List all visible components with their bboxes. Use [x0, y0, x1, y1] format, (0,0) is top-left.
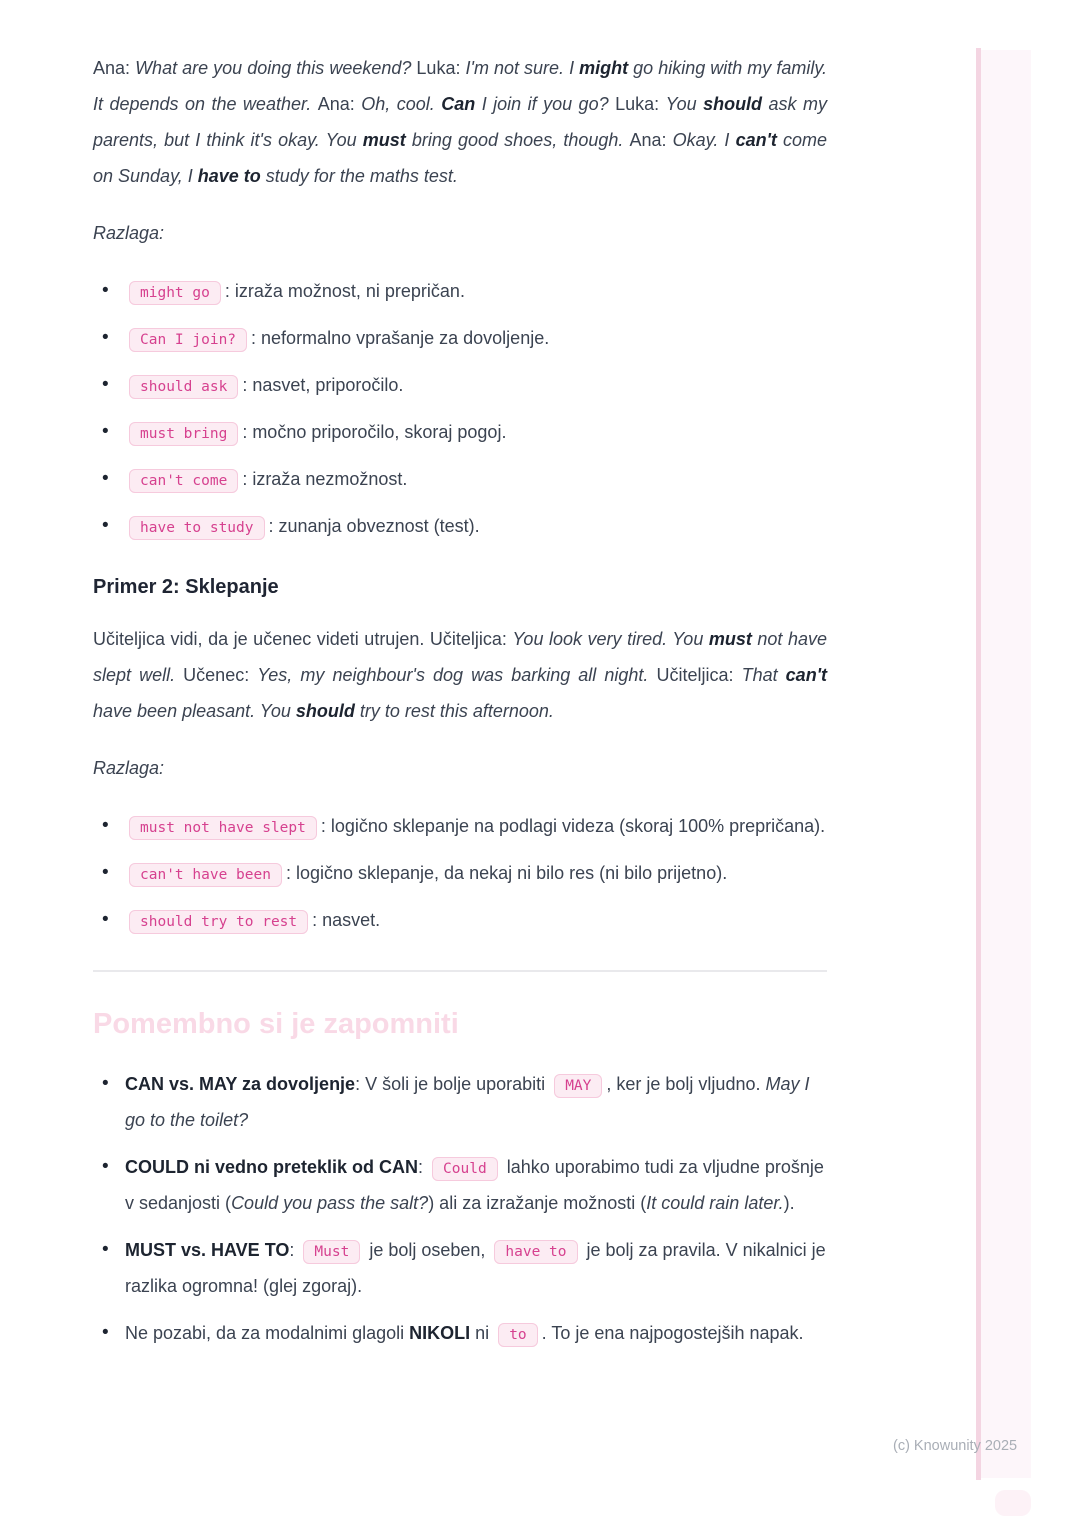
section-divider — [93, 970, 827, 972]
text-segment: study for the maths test. — [260, 166, 458, 186]
text-segment: . To je ena najpogostejših napak. — [541, 1323, 804, 1343]
code-badge: should ask — [129, 375, 238, 399]
text-segment: Yes, my neighbour's dog was barking all night. — [257, 665, 657, 685]
code-badge: Must — [303, 1240, 360, 1264]
text-segment: You — [665, 94, 704, 114]
text-segment: ). — [783, 1193, 795, 1213]
text-segment: ask my parents, but I think it's okay. You — [93, 94, 827, 150]
text-segment: Ne pozabi, da za modalnimi glagoli — [125, 1323, 410, 1343]
text-segment: Luka: — [416, 58, 466, 78]
list-item — [93, 367, 827, 405]
text-segment: lahko uporabimo tudi za vljudne prošnje v sedanjosti ( — [125, 1157, 824, 1213]
text-segment: Učenec: — [183, 665, 258, 685]
code-badge: to — [498, 1323, 537, 1347]
code-badge: MAY — [554, 1074, 602, 1098]
text-segment: not have slept well. — [93, 629, 827, 685]
text-segment: I join if you go? — [475, 94, 616, 114]
text-segment: May I go to the toilet? — [125, 1074, 810, 1130]
text-segment: : močno priporočilo, skoraj pogoj. — [242, 422, 507, 442]
list-item — [93, 508, 827, 546]
primer2-heading: Primer 2: Sklepanje — [93, 576, 279, 598]
text-segment: je bolj za pravila. V nikalnici je razlika ogromna! (glej zgoraj). — [125, 1240, 826, 1296]
code-badge: must not have slept — [129, 816, 317, 840]
text-segment: : logično sklepanje na podlagi videza (skoraj 100% prepričana). — [320, 816, 826, 836]
code-badge: Could — [432, 1157, 498, 1181]
next-page-edge — [981, 50, 1031, 1478]
text-segment: Okay. I — [672, 130, 736, 150]
text-segment: might — [579, 58, 629, 78]
text-segment: come on Sunday, I — [93, 130, 827, 186]
text-segment: can't — [785, 665, 827, 685]
text-segment: Can — [441, 94, 476, 114]
text-segment: Učiteljica vidi, da je učenec videti utrujen. Učiteljica: — [93, 629, 513, 649]
text-segment: have to — [197, 166, 261, 186]
text-segment: should — [295, 701, 355, 721]
text-segment: It could rain later. — [646, 1193, 784, 1213]
dialogue-paragraph-2 — [93, 621, 827, 729]
list-item — [93, 808, 827, 846]
copyright-watermark: (c) Knowunity 2025 — [893, 1438, 1018, 1454]
list-item — [93, 273, 827, 311]
text-segment: ) ali za izražanje možnosti ( — [428, 1193, 647, 1213]
razlaga-label-2: Razlaga: — [93, 758, 165, 778]
code-badge: must bring — [129, 422, 238, 446]
text-segment: : nasvet, priporočilo. — [242, 375, 404, 395]
text-segment: have been pleasant. You — [93, 701, 296, 721]
text-segment: What are you doing this weekend? — [135, 58, 417, 78]
text-segment: That — [741, 665, 786, 685]
list-item — [93, 461, 827, 499]
text-segment: Could you pass the salt? — [231, 1193, 429, 1213]
text-segment: COULD ni vedno preteklik od CAN — [125, 1157, 419, 1177]
text-segment: : izraža nezmožnost. — [242, 469, 408, 489]
list-item — [93, 414, 827, 452]
text-segment: must — [362, 130, 406, 150]
code-badge: should try to rest — [129, 910, 308, 934]
code-badge: might go — [129, 281, 221, 305]
text-segment: I'm not sure. I — [465, 58, 580, 78]
important-section-heading: Pomembno si je zapomniti — [93, 1008, 459, 1040]
text-segment: should — [703, 94, 763, 114]
code-badge: can't come — [129, 469, 238, 493]
text-segment: try to rest this afternoon. — [354, 701, 554, 721]
text-segment: bring good shoes, though. — [405, 130, 630, 150]
text-segment: : zunanja obveznost (test). — [268, 516, 480, 536]
list-item — [93, 1067, 827, 1137]
text-segment: go hiking with my family. It depends on the weather. — [93, 58, 827, 114]
text-segment: Luka: — [615, 94, 666, 114]
document-content — [93, 50, 827, 1365]
text-segment: : izraža možnost, ni prepričan. — [224, 281, 465, 301]
text-segment: Ana: — [629, 130, 673, 150]
text-segment: Ana: — [93, 58, 136, 78]
next-page-decoration — [995, 1490, 1031, 1516]
text-segment: : nasvet. — [312, 910, 381, 930]
text-segment: , ker je bolj vljudno. — [606, 1074, 766, 1094]
explanation-list-2 — [93, 808, 827, 940]
text-segment: Učiteljica: — [656, 665, 742, 685]
code-badge: have to study — [129, 516, 265, 540]
code-badge: Can I join? — [129, 328, 247, 352]
text-segment: : logično sklepanje, da nekaj ni bilo res (ni bilo prijetno). — [285, 863, 728, 883]
text-segment: ni — [470, 1323, 495, 1343]
text-segment: MUST vs. HAVE TO — [125, 1240, 290, 1260]
text-segment: je bolj oseben, — [364, 1240, 491, 1260]
text-segment: CAN vs. MAY za dovoljenje — [125, 1074, 356, 1094]
text-segment: NIKOLI — [409, 1323, 471, 1343]
dialogue-paragraph-1 — [93, 50, 827, 194]
text-segment: You look very tired. You — [512, 629, 709, 649]
list-item — [93, 320, 827, 358]
list-item — [93, 1316, 827, 1352]
text-segment: : — [289, 1240, 300, 1260]
list-item — [93, 855, 827, 893]
text-segment: can't — [735, 130, 777, 150]
text-segment: Oh, cool. — [361, 94, 442, 114]
text-segment: : neformalno vprašanje za dovoljenje. — [251, 328, 550, 348]
razlaga-label-1: Razlaga: — [93, 223, 165, 243]
text-segment: : V šoli je bolje uporabiti — [355, 1074, 551, 1094]
text-segment: must — [708, 629, 752, 649]
list-item — [93, 1150, 827, 1220]
explanation-list-1 — [93, 273, 827, 546]
text-segment: Ana: — [317, 94, 362, 114]
important-list — [93, 1067, 827, 1352]
code-badge: have to — [494, 1240, 577, 1264]
list-item — [93, 1233, 827, 1303]
list-item — [93, 902, 827, 940]
code-badge: can't have been — [129, 863, 282, 887]
text-segment: : — [418, 1157, 429, 1177]
